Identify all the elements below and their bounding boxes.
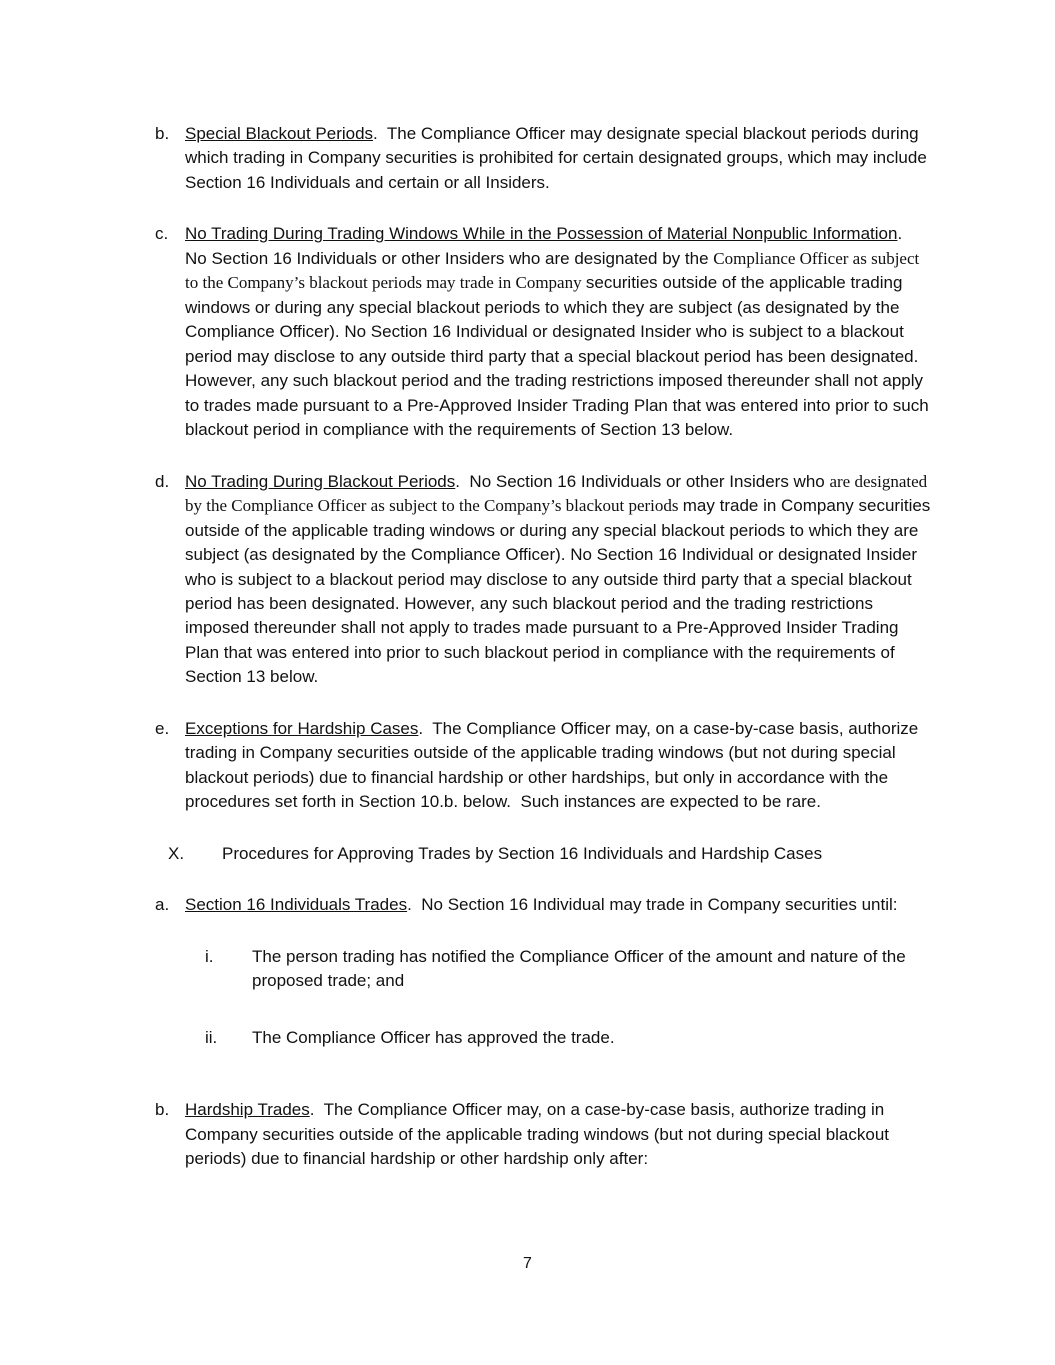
list-item-d-text: [185, 470, 936, 690]
section-heading-x-marker: X.: [168, 843, 185, 863]
list-item-a2-text: [185, 893, 933, 917]
sub-item-i: [205, 945, 933, 994]
list-item-c-body-serif: Compliance Officer as subject to the Company’s blackout periods may trade in Company: [185, 248, 924, 293]
list-item-a2-body: . No Section 16 Individual may trade in Company securities until:: [407, 895, 898, 915]
page-number: 7: [523, 1255, 532, 1272]
list-item-e-text: [185, 717, 933, 815]
list-item-c-body-post: securities outside of the applicable trading windows or during any special blackout periods to which they are subject (as designated by the Compliance Officer). No Section 16 Individual or designated Insider who is subject to a blackout period may disclose to any outside third party that a special blackout period has been designated. However, any such blackout period and the trading restrictions imposed thereunder shall not apply to trades made pursuant to a Pre-Approved Insider Trading Plan that was entered into prior to such blackout period in compliance with the requirements of Section 13 below.: [185, 273, 934, 440]
list-item-b2-text: [185, 1098, 933, 1171]
list-item-b-marker: b.: [155, 124, 170, 143]
sub-item-i-marker: i.: [205, 946, 214, 966]
sub-item-i-text: The person trading has notified the Compliance Officer of the amount and nature of the proposed trade; and: [252, 946, 911, 991]
list-item-e: [155, 717, 933, 815]
list-item-b-text: [185, 122, 933, 195]
list-item-e-marker: e.: [155, 718, 170, 738]
list-item-e-heading: Exceptions for Hardship Cases: [185, 718, 419, 738]
list-item-d-body-serif: are designated by the Compliance Officer as subject to the Company’s blackout periods: [185, 471, 932, 516]
list-item-d: [155, 470, 936, 690]
list-item-c-body-pre: . No Section 16 Individuals or other Insiders who are designated by the: [185, 224, 912, 268]
list-item-d-marker: d.: [155, 471, 170, 491]
section-heading-x: [168, 842, 933, 866]
list-item-d-body-pre: . No Section 16 Individuals or other Insiders who: [455, 471, 830, 491]
list-item-b2-heading: Hardship Trades: [185, 1100, 310, 1120]
list-item-b-body: . The Compliance Officer may designate special blackout periods during which trading in Company securities is prohibited for certain designated groups, which may include Section 16 Individuals and certain or all Insiders.: [185, 124, 932, 192]
section-heading-x-title: Procedures for Approving Trades by Section 16 Individuals and Hardship Cases: [222, 843, 823, 863]
list-item-b2-body: . The Compliance Officer may, on a case-by-case basis, authorize trading in Company securities outside of the applicable trading windows (but not during special blackout periods) due to financial hardship or other hardship only after:: [185, 1100, 894, 1168]
list-item-b2: [155, 1098, 933, 1171]
sub-item-ii-marker: ii.: [205, 1027, 218, 1047]
list-item-b-heading: Special Blackout Periods: [185, 124, 374, 143]
list-item-c: [155, 222, 933, 442]
list-item-b: [155, 122, 933, 195]
list-item-d-body-post: may trade in Company securities outside of the applicable trading windows or during any special blackout periods to which they are subject (as designated by the Compliance Officer). No Section 16 Individual or designated Insider who is subject to a blackout period may disclose to any outside third party that a special blackout period has been designated. However, any such blackout period and the trading restrictions imposed thereunder shall not apply to trades made pursuant to a Pre-Approved Insider Trading Plan that was entered into prior to such blackout period in compliance with the requirements of Section 13 below.: [185, 496, 936, 687]
list-item-c-heading: No Trading During Trading Windows While in the Possession of Material Nonpublic Information: [185, 224, 898, 244]
sub-item-ii-text: The Compliance Officer has approved the trade.: [252, 1027, 615, 1047]
list-item-d-heading: No Trading During Blackout Periods: [185, 471, 456, 491]
list-item-b2-marker: b.: [155, 1100, 170, 1120]
list-item-e-body: . The Compliance Officer may, on a case-by-case basis, authorize trading in Company securities outside of the applicable trading windows (but not during special blackout periods) due to financial hardship or other hardships, but only in accordance with the procedures set forth in Section 10.b. below. Such instances are expected to be rare.: [185, 718, 923, 812]
list-item-a2-marker: a.: [155, 895, 170, 915]
list-item-a2-heading: Section 16 Individuals Trades: [185, 895, 408, 915]
list-item-c-marker: c.: [155, 224, 169, 244]
sub-item-ii: [205, 1026, 933, 1050]
list-item-a2: [155, 893, 933, 917]
list-item-c-text: [185, 222, 933, 442]
